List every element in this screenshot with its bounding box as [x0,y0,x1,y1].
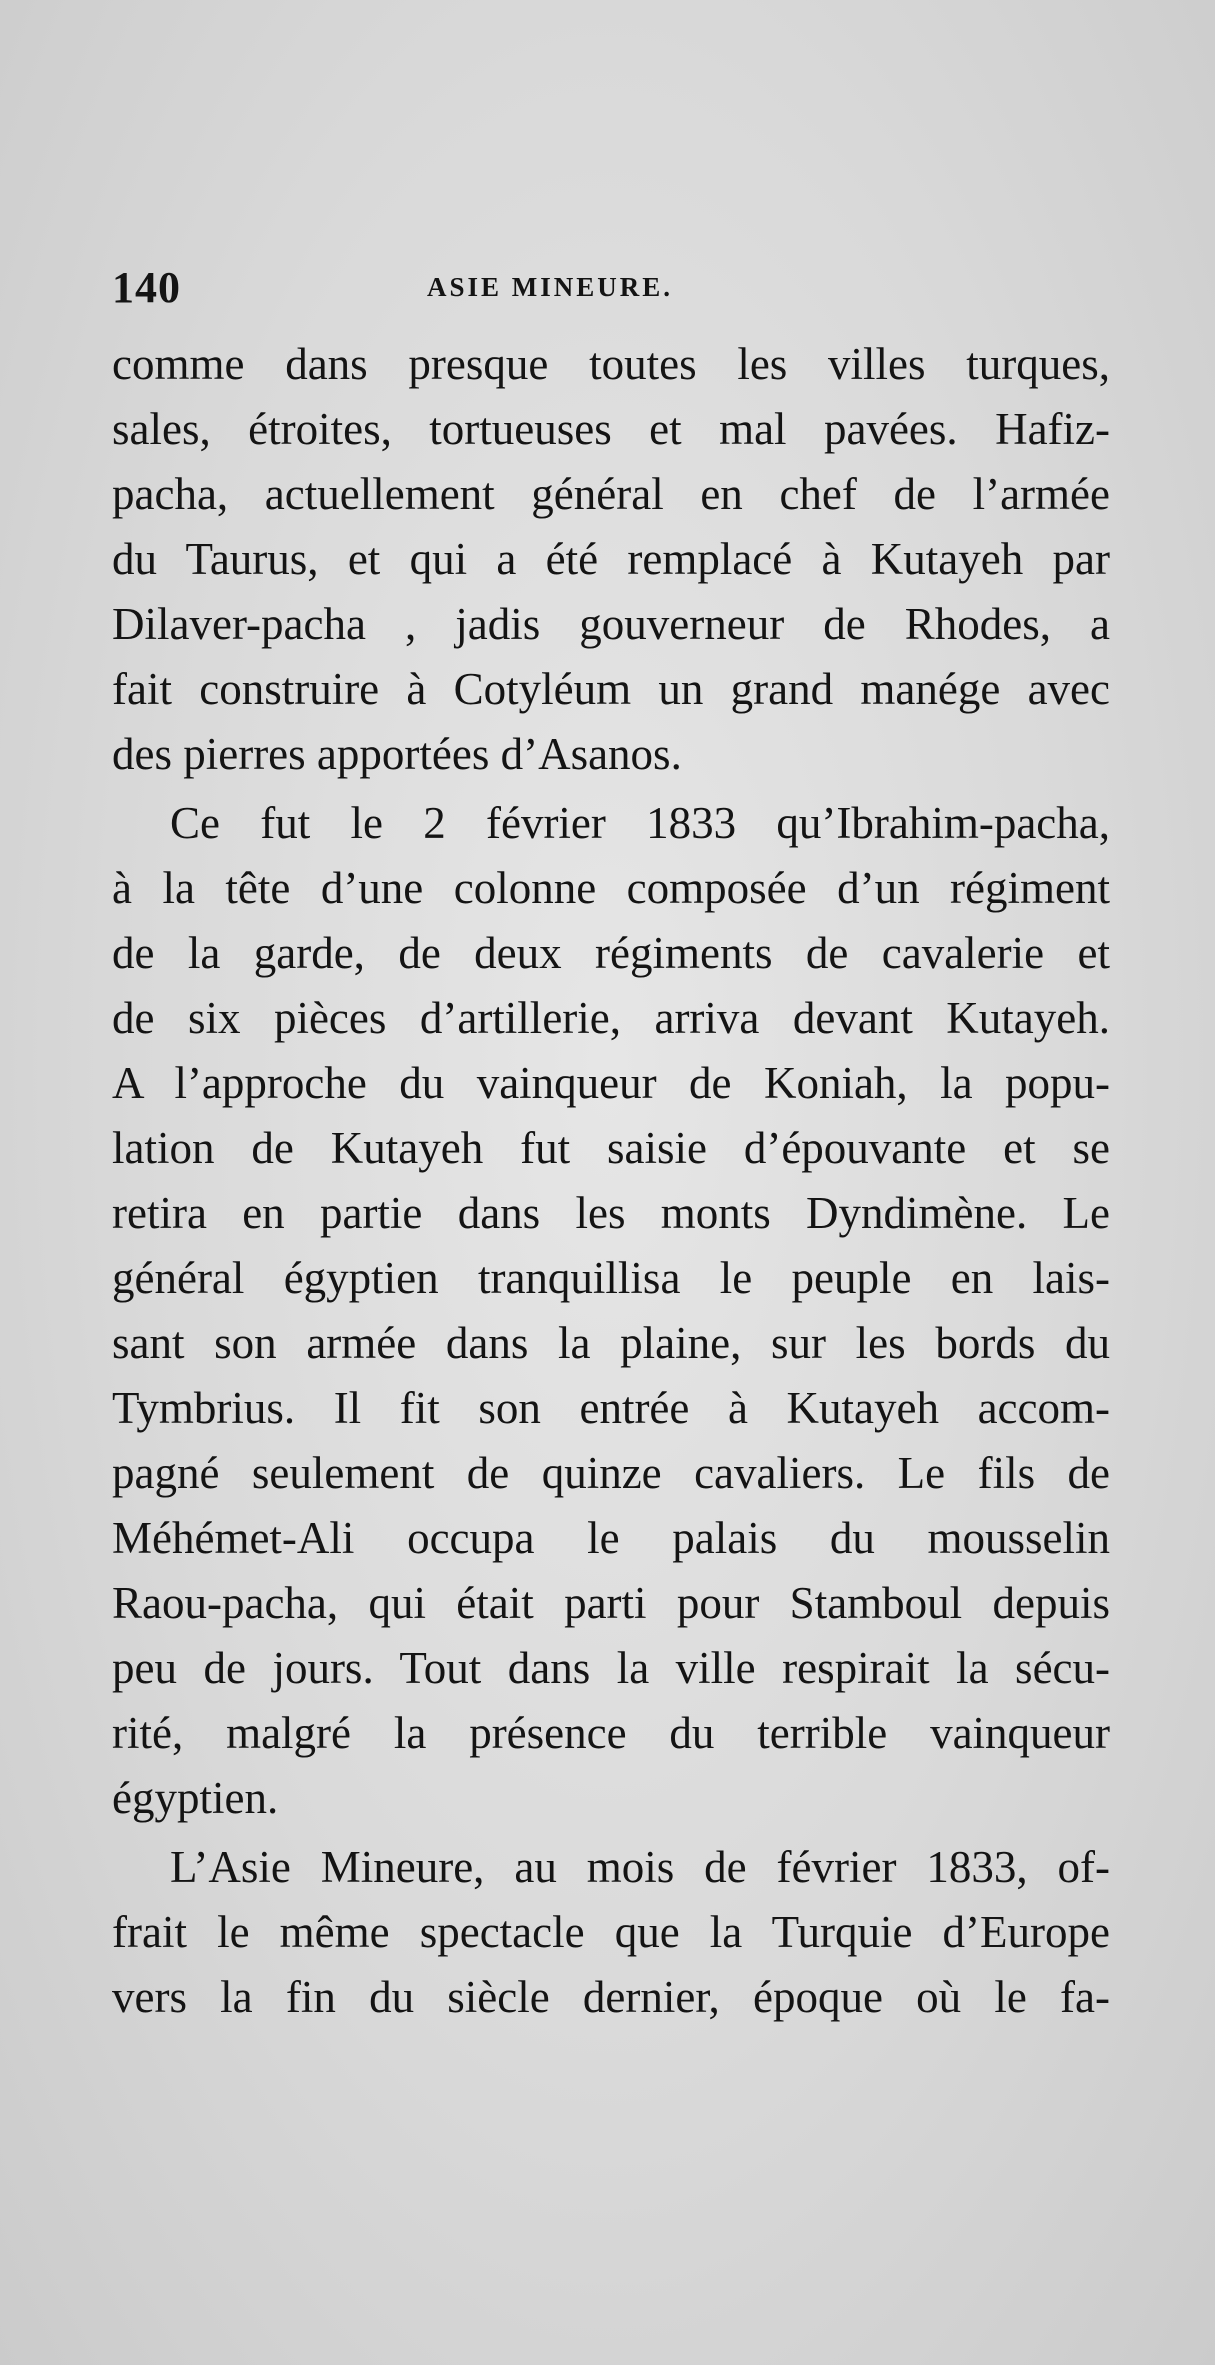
text-line: fait construire à Cotyléum un grand manége avec [112,664,1110,714]
paragraph [112,791,1110,1831]
text-line: Raou-pacha, qui était parti pour Stamboul depuis [112,1578,1110,1628]
text-line: rité, malgré la présence du terrible vainqueur [112,1708,1110,1758]
text-line: du Taurus, et qui a été remplacé à Kutayeh par [112,534,1110,584]
body-text [112,332,1110,2030]
page-number: 140 [112,263,181,312]
text-line: de la garde, de deux régiments de cavalerie et [112,928,1110,978]
text-line: des pierres apportées d’Asanos. [112,729,682,779]
text-line: égyptien. [112,1773,279,1823]
paragraph [112,1835,1110,2030]
text-line: vers la fin du siècle dernier, époque où le fa- [112,1972,1110,2022]
text-line: sant son armée dans la plaine, sur les bords du [112,1318,1110,1368]
text-line: Dilaver-pacha , jadis gouverneur de Rhodes, a [112,599,1110,649]
text-line: général égyptien tranquillisa le peuple en lais- [112,1253,1110,1303]
text-line: Tymbrius. Il fit son entrée à Kutayeh accom- [112,1383,1110,1433]
text-line: retira en partie dans les monts Dyndimène. Le [112,1188,1110,1238]
text-line: peu de jours. Tout dans la ville respirait la sécu- [112,1643,1110,1693]
text-line: pacha, actuellement général en chef de l’armée [112,469,1110,519]
text-line: sales, étroites, tortueuses et mal pavées. Hafiz- [112,404,1110,454]
running-title: ASIE MINEURE. [427,272,674,302]
page-header [112,262,1112,322]
text-line: L’Asie Mineure, au mois de février 1833, of- [170,1842,1110,1892]
text-line: frait le même spectacle que la Turquie d’Europe [112,1907,1110,1957]
text-line: à la tête d’une colonne composée d’un régiment [112,863,1110,913]
text-line: A l’approche du vainqueur de Koniah, la popu- [112,1058,1110,1108]
text-line: Méhémet-Ali occupa le palais du mousselin [112,1513,1110,1563]
text-line: comme dans presque toutes les villes turques, [112,339,1110,389]
text-line: Ce fut le 2 février 1833 qu’Ibrahim-pacha, [170,798,1110,848]
text-line: pagné seulement de quinze cavaliers. Le fils de [112,1448,1110,1498]
text-line: lation de Kutayeh fut saisie d’épouvante et se [112,1123,1110,1173]
text-line: de six pièces d’artillerie, arriva devant Kutayeh. [112,993,1110,1043]
paragraph [112,332,1110,787]
